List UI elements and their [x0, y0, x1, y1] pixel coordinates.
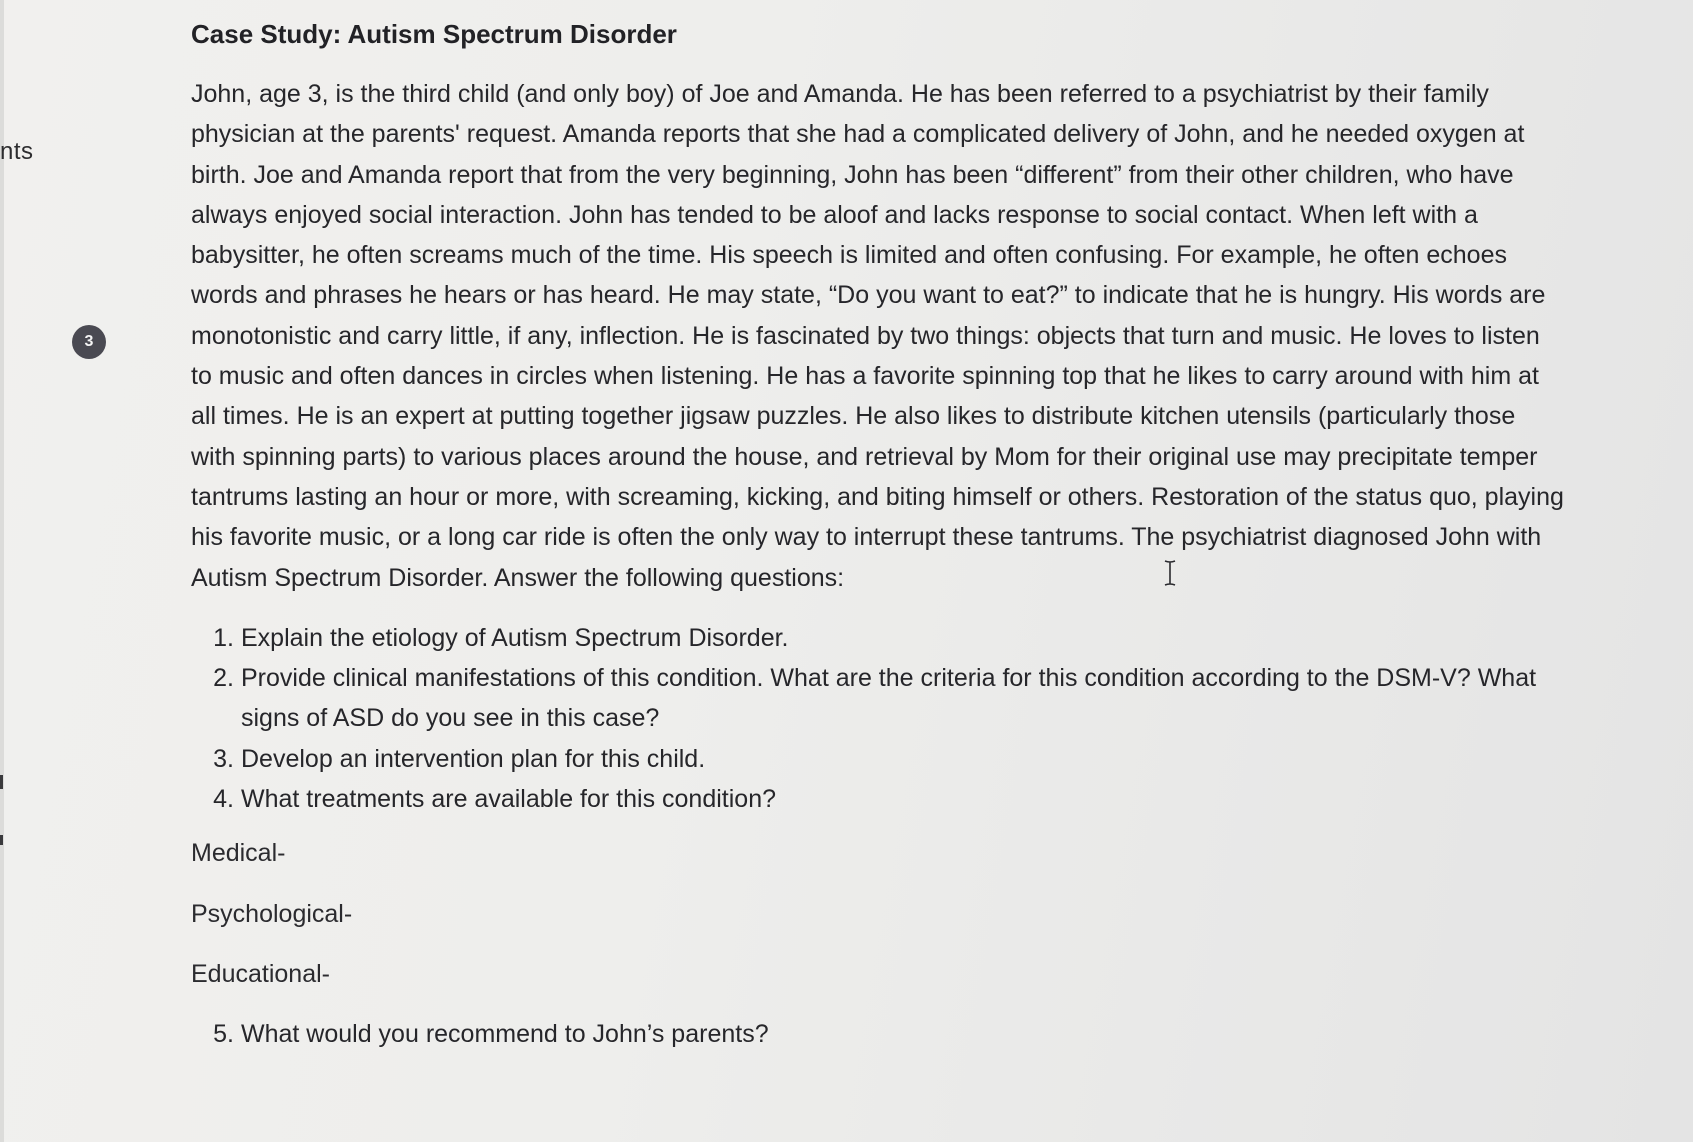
list-item	[191, 739, 1566, 779]
sidebar-mark	[0, 835, 3, 845]
question-number: 2.	[213, 664, 234, 693]
sidebar-mark	[0, 775, 3, 789]
list-item	[191, 1014, 1566, 1054]
question-number: 4.	[213, 785, 234, 814]
treatment-psychological: Psychological-	[191, 899, 353, 928]
left-panel-edge	[0, 0, 4, 1142]
question-number: 1.	[213, 623, 234, 652]
sidebar-partial-label[interactable]: nts	[0, 138, 34, 165]
treatment-medical: Medical-	[191, 839, 286, 868]
question-text: What treatments are available for this condition?	[241, 785, 776, 814]
text-cursor-icon	[1164, 560, 1176, 586]
question-number: 3.	[213, 744, 234, 773]
question-text: Develop an intervention plan for this child.	[241, 744, 706, 773]
final-question-list	[191, 1014, 1566, 1054]
treatment-educational: Educational-	[191, 959, 330, 988]
question-number: 3	[84, 333, 94, 350]
case-paragraph: John, age 3, is the third child (and only boy) of Joe and Amanda. He has been referred to a psychiatrist by their family physician at the parents' request. Amanda reports that she had a complicated delivery of John, and he needed oxygen at birth. Joe and Amanda report that from the very beginning, John has been “different” from their other children, who have always enjoyed social interaction. John has tended to be aloof and lacks response to social contact. When left with a babysitter, he often screams much of the time. His speech is limited and often confusing. For example, he often echoes words and phrases he hears or has heard. He may state, “Do you want to eat?” to indicate that he is hungry. His words are monotonistic and carry little, if any, inflection. He is fascinated by two things: objects that turn and music. He loves to listen to music and often dances in circles when listening. He has a favorite spinning top that he likes to carry around with him at all times. He is an expert at putting together jigsaw puzzles. He also likes to distribute kitchen utensils (particularly those with spinning parts) to various places around the house, and retrieval by Mom for their original use may precipitate temper tantrums lasting an hour or more, with screaming, kicking, and biting himself or others. Restoration of the status quo, playing his favorite music, or a long car ride is often the only way to interrupt these tantrums. The psychiatrist diagnosed John with Autism Spectrum Disorder. Answer the following questions:	[191, 80, 1564, 592]
list-item	[191, 658, 1566, 739]
question-text: Provide clinical manifestations of this condition. What are the criteria for this condition according to the DSM-V? What signs of ASD do you see in this case?	[241, 664, 1537, 733]
question-text: What would you recommend to John’s parents?	[241, 1020, 769, 1049]
question-list	[191, 618, 1566, 819]
question-text: Explain the etiology of Autism Spectrum Disorder.	[241, 623, 789, 652]
list-item	[191, 779, 1566, 819]
question-number-badge[interactable]	[72, 325, 106, 359]
list-item	[191, 618, 1566, 658]
page-title: Case Study: Autism Spectrum Disorder	[191, 19, 677, 49]
question-content	[191, 16, 1566, 1069]
question-number: 5.	[213, 1020, 234, 1049]
